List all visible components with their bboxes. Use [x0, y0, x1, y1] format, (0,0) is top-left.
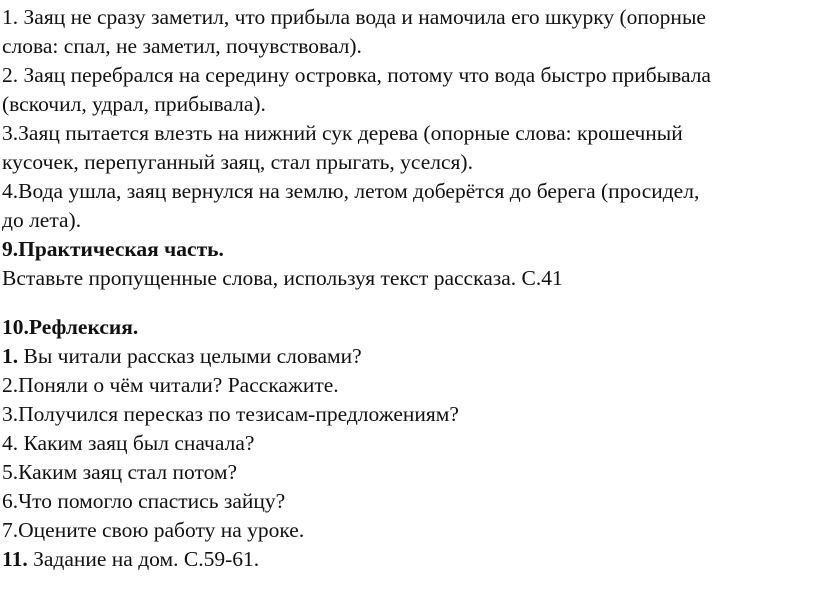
- reflection-question-4: 4. Каким заяц был сначала?: [2, 431, 255, 455]
- reflection-heading: 10.Рефлексия.: [2, 315, 139, 339]
- reflection-question-1: 1. Вы читали рассказ целыми словами?: [2, 344, 362, 368]
- reflection-question-5: 5.Каким заяц стал потом?: [2, 460, 238, 484]
- practice-text: Вставьте пропущенные слова, используя текст рассказа. С.41: [2, 266, 563, 290]
- retell-line-3: 2. Заяц перебрался на середину островка, потому что вода быстро прибывала: [2, 63, 711, 87]
- retell-line-8: до лета).: [2, 208, 82, 232]
- retell-line-1: 1. Заяц не сразу заметил, что прибыла вода и намочила его шкурку (опорные: [2, 5, 706, 29]
- retell-line-6: кусочек, перепуганный заяц, стал прыгать, уселся).: [2, 150, 473, 174]
- practice-heading: 9.Практическая часть.: [2, 237, 224, 261]
- reflection-question-7: 7.Оцените свою работу на уроке.: [2, 518, 305, 542]
- retell-line-4: (вскочил, удрал, прибывала).: [2, 92, 266, 116]
- retell-line-7: 4.Вода ушла, заяц вернулся на землю, летом доберётся до берега (просидел,: [2, 179, 700, 203]
- retell-line-2: слова: спал, не заметил, почувствовал).: [2, 34, 362, 58]
- reflection-question-6: 6.Что помогло спастись зайцу?: [2, 489, 286, 513]
- homework-line: 11. Задание на дом. С.59-61.: [2, 547, 260, 571]
- retell-line-5: 3.Заяц пытается влезть на нижний сук дерева (опорные слова: крошечный: [2, 121, 683, 145]
- reflection-question-2: 2.Поняли о чём читали? Расскажите.: [2, 373, 339, 397]
- reflection-question-3: 3.Получился пересказ по тезисам-предложениям?: [2, 402, 459, 426]
